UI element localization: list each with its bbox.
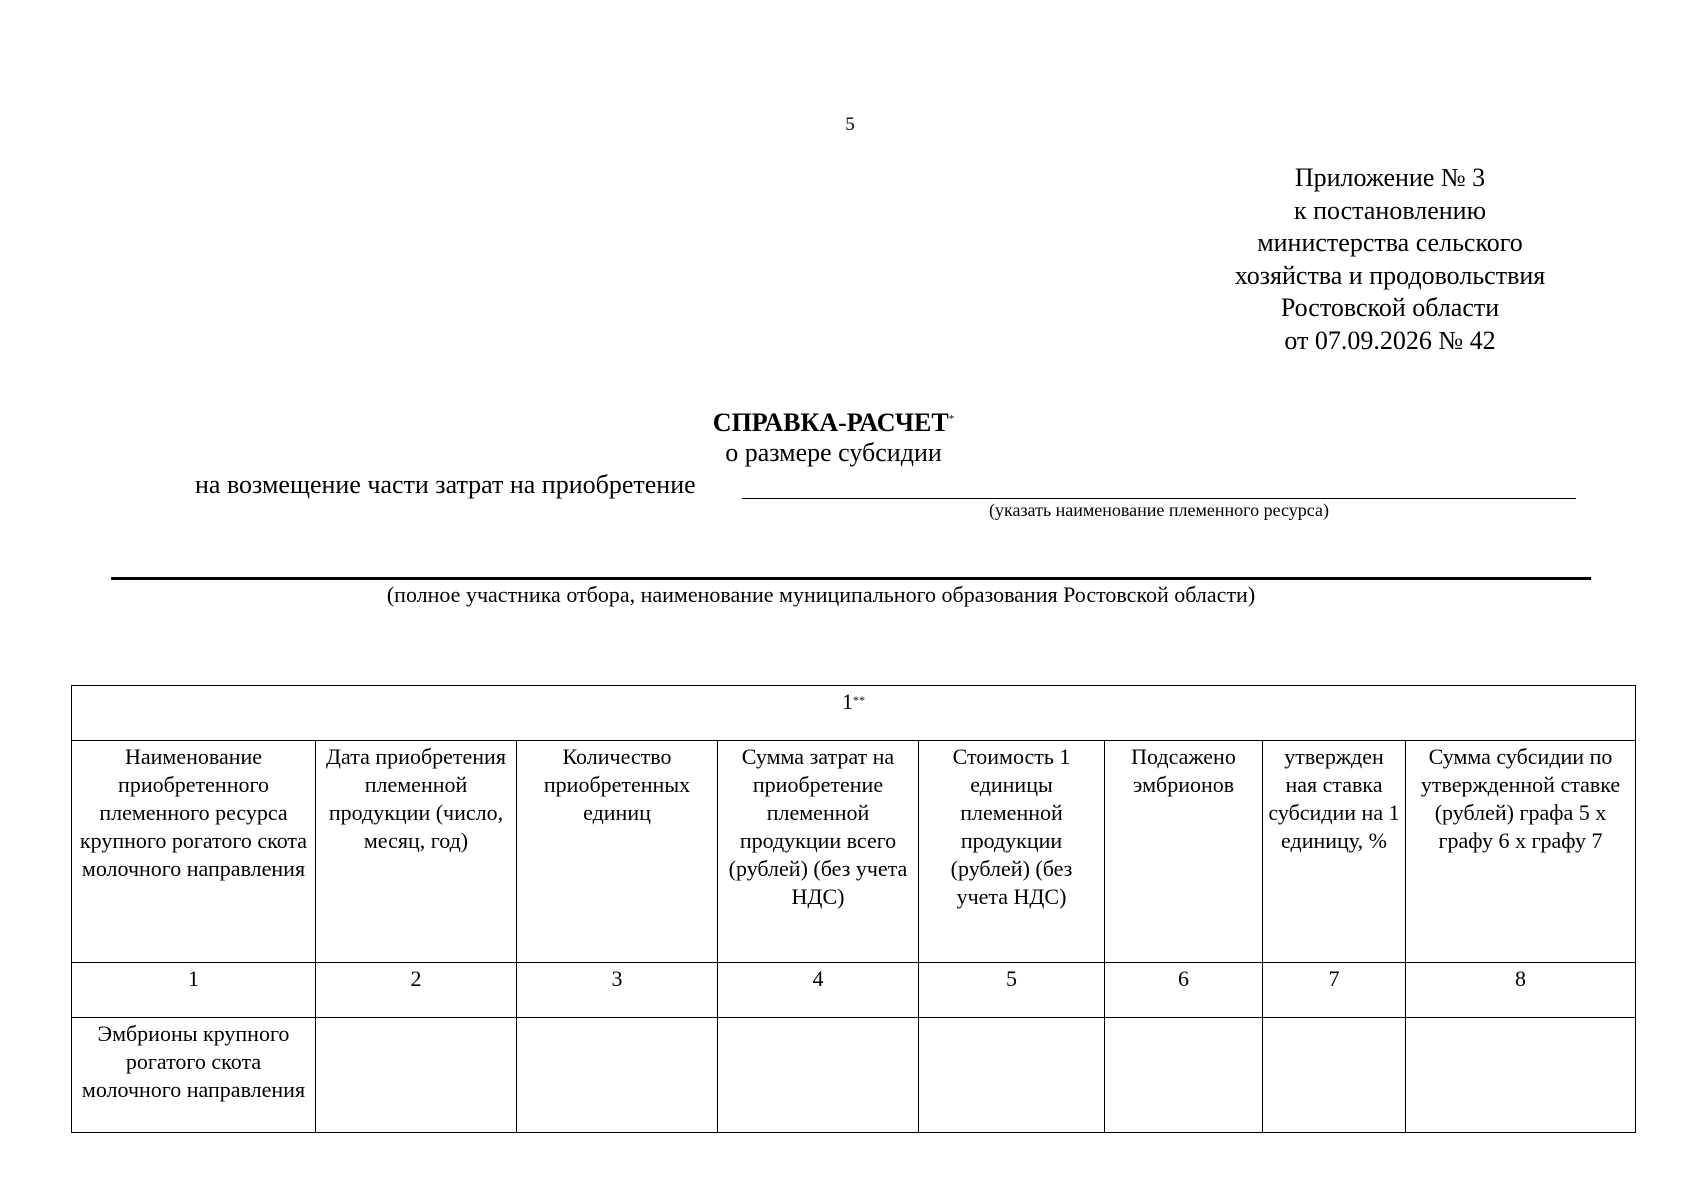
- section-label: 1: [842, 689, 853, 714]
- appendix-line: Приложение № 3: [1294, 163, 1486, 192]
- document-subtitle: о размере субсидии: [725, 438, 942, 467]
- table-cell[interactable]: [316, 1018, 517, 1133]
- table-cell[interactable]: [919, 1018, 1105, 1133]
- column-header: Сумма субсидии по утвержденной ставке (рублей) графа 5 х графу 6 х графу 7: [1406, 741, 1636, 963]
- purpose-fill-line[interactable]: [742, 497, 1576, 499]
- column-number: 2: [316, 963, 517, 1018]
- table-cell: Эмбрионы крупного рогатого скота молочного направления: [72, 1018, 316, 1133]
- document-heading: [0, 408, 1697, 468]
- table-cell[interactable]: [1406, 1018, 1636, 1133]
- column-number: 7: [1263, 963, 1406, 1018]
- column-header: утвержден ная ставка субсидии на 1 единицу, %: [1263, 741, 1406, 963]
- appendix-line: от 07.09.2026 № 42: [1284, 325, 1496, 355]
- column-number: 8: [1406, 963, 1636, 1018]
- table-row: [72, 1018, 1636, 1133]
- table-cell[interactable]: [718, 1018, 919, 1133]
- table-section-header: [72, 686, 1636, 741]
- appendix-block: [1200, 162, 1580, 357]
- appendix-line: хозяйства и продовольствия: [1234, 260, 1546, 290]
- column-header: Дата приобретения племенной продукции (число, месяц, год): [316, 741, 517, 963]
- appendix-line: министерства сельского: [1257, 228, 1523, 257]
- column-number: 6: [1105, 963, 1263, 1018]
- table-cell[interactable]: [517, 1018, 718, 1133]
- column-number: 4: [718, 963, 919, 1018]
- document-title: [0, 408, 1697, 438]
- column-number: 3: [517, 963, 718, 1018]
- appendix-line: Ростовской области: [1280, 293, 1500, 322]
- table-cell[interactable]: [1263, 1018, 1406, 1133]
- column-header: Стоимость 1 единицы племенной продукции (рублей) (без учета НДС): [919, 741, 1105, 963]
- column-header: Наименование приобретенного племенного ресурса крупного рогатого скота молочного направления: [72, 741, 316, 963]
- participant-fill-line[interactable]: [111, 577, 1591, 580]
- column-number: 1: [72, 963, 316, 1018]
- column-header: Подсажено эмбрионов: [1105, 741, 1263, 963]
- document-title-text: СПРАВКА-РАСЧЕТ: [712, 408, 949, 437]
- column-header: Количество приобретенных единиц: [517, 741, 718, 963]
- appendix-line: к постановлению: [1293, 195, 1487, 225]
- table-header-row: [72, 741, 1636, 963]
- purpose-text: на возмещение части затрат на приобретение: [195, 470, 696, 499]
- column-header: Сумма затрат на приобретение племенной продукции всего (рублей) (без учета НДС): [718, 741, 919, 963]
- participant-hint: (полное участника отбора, наименование муниципального образования Ростовской области): [386, 582, 1256, 607]
- calculation-table: [71, 685, 1636, 1133]
- purpose-hint: (указать наименование племенного ресурса): [988, 500, 1329, 520]
- footnote-mark: *: [948, 413, 955, 425]
- column-number-row: [72, 963, 1636, 1018]
- page-number: 5: [845, 114, 855, 135]
- column-number: 5: [919, 963, 1105, 1018]
- table-cell[interactable]: [1105, 1018, 1263, 1133]
- section-footnote-mark: **: [853, 693, 865, 707]
